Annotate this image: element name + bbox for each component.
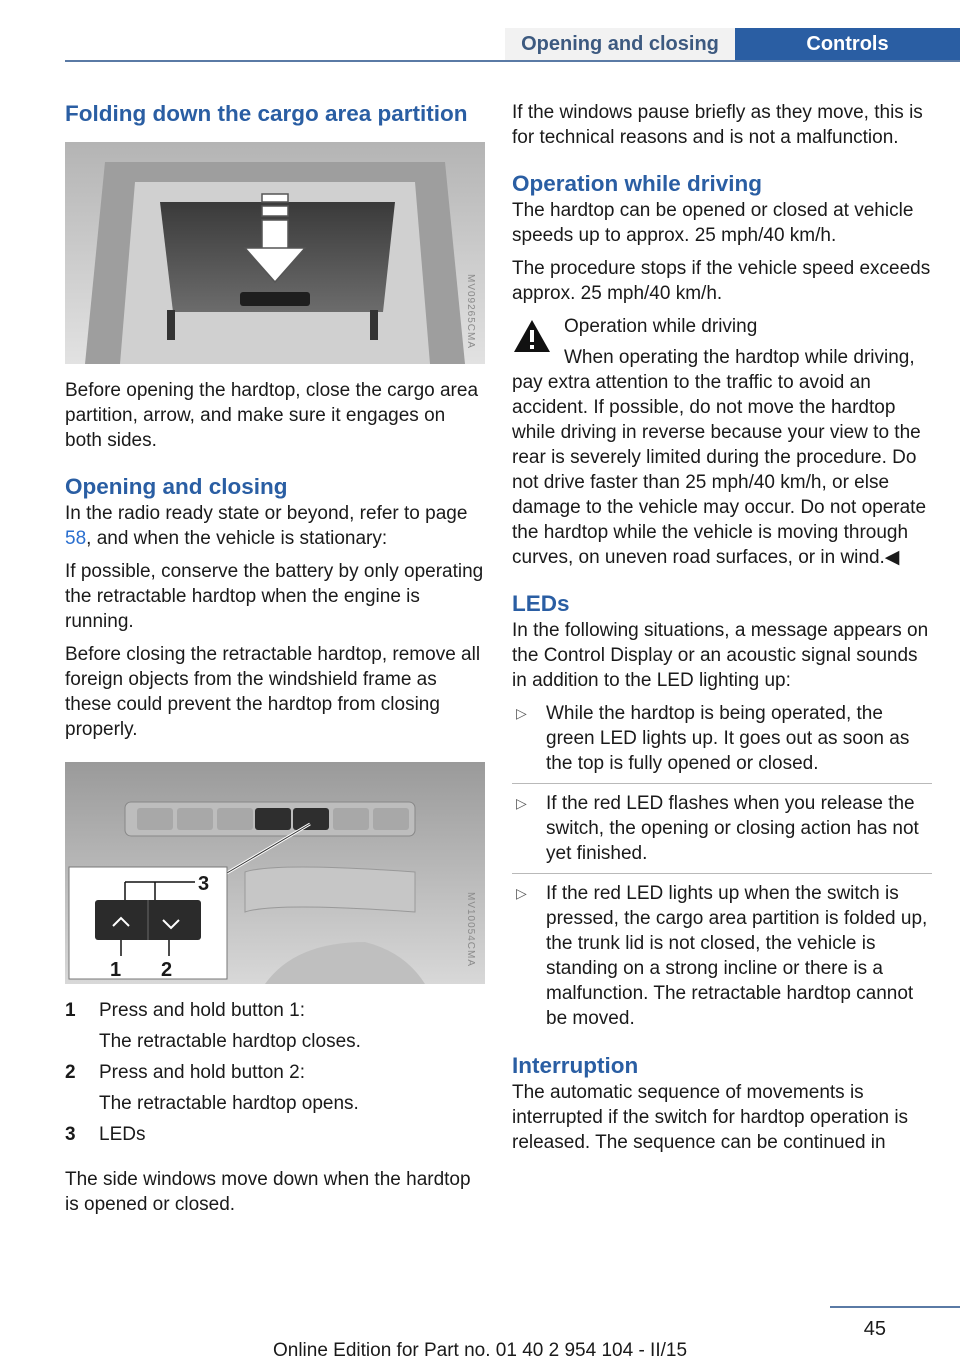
page-header	[0, 0, 960, 62]
heading-interruption: Interruption	[512, 1053, 639, 1078]
figure-cargo-partition	[65, 142, 485, 364]
paragraph: In the following situations, a message appears on the Control Display or an acoustic signal sounds in addition to the LED lighting up:	[512, 620, 929, 691]
figure-code: MV09265CMA	[465, 274, 476, 350]
list-text	[99, 998, 485, 1054]
list-text: LEDs	[99, 1124, 146, 1145]
list-item	[65, 1122, 485, 1147]
warning-block	[512, 314, 932, 570]
page-number: 45	[863, 1318, 886, 1340]
heading-operation-driving: Operation while driving	[512, 171, 763, 196]
numbered-list	[65, 998, 485, 1147]
list-text: If the red LED flashes when you release the switch, the opening or closing action has not yet finished.	[546, 793, 919, 864]
list-item	[65, 1060, 485, 1116]
heading-cargo-partition: Folding down the cargo area partition	[65, 101, 468, 126]
paragraph: The hardtop can be opened or closed at vehicle speeds up to approx. 25 mph/40 km/h.	[512, 200, 914, 246]
heading-opening-closing: Opening and closing	[65, 474, 288, 499]
text-span: In the radio ready state or beyond, refer to page	[65, 503, 468, 524]
paragraph	[65, 501, 485, 551]
list-item	[65, 998, 485, 1054]
list-number: 2	[65, 1062, 76, 1083]
callout-1: 1	[110, 959, 122, 981]
list-item	[512, 881, 932, 1038]
paragraph: Before closing the retractable hardtop, remove all foreign objects from the windshield frame as these could prevent the hardtop from closing properly.	[65, 644, 481, 740]
list-text: While the hardtop is being operated, the green LED lights up. It goes out as soon as the top is fully opened or closed.	[546, 703, 910, 774]
list-text: If the red LED lights up when the switch is pressed, the cargo area partition is folded up, the trunk lid is not closed, the vehicle is standing on a strong incline or there is a malfunction. The retractable hardtop cannot be moved.	[546, 883, 928, 1029]
paragraph: If the windows pause briefly as they move, this is for technical reasons and is not a malfunction.	[512, 102, 923, 148]
triangle-bullet-icon: ▷	[516, 795, 527, 811]
list-line: Press and hold button 2:	[99, 1062, 305, 1083]
figure-switch-panel	[65, 762, 485, 984]
triangle-bullet-icon: ▷	[516, 705, 527, 721]
list-text	[99, 1060, 485, 1116]
list-line: The retractable hardtop opens.	[99, 1093, 359, 1114]
paragraph: The procedure stops if the vehicle speed exceeds approx. 25 mph/40 km/h.	[512, 258, 931, 304]
header-rule	[65, 60, 960, 62]
heading-leds: LEDs	[512, 591, 570, 616]
callout-3: 3	[198, 873, 210, 895]
figure-code: MV10054CMA	[465, 892, 476, 968]
list-item	[512, 701, 932, 784]
edition-note: Online Edition for Part no. 01 40 2 954 104 - II/15	[272, 1340, 688, 1361]
section-tab: Opening and closing	[505, 28, 735, 60]
footer-rule	[830, 1306, 960, 1308]
list-number: 3	[65, 1124, 76, 1145]
warning-triangle-icon	[512, 318, 552, 354]
left-column	[65, 100, 485, 1217]
callout-2: 2	[161, 959, 173, 981]
triangle-bullet-icon: ▷	[516, 885, 527, 901]
cargo-partition-illustration	[65, 142, 485, 364]
list-line: The retractable hardtop closes.	[99, 1031, 361, 1052]
warning-text: When operating the hardtop while driving, pay extra attention to the traffic to avoid an accident. If possible, do not move the hardtop while driving in reverse because your view to the rear is severely limited during the procedure. Do not drive faster than 25 mph/40 km/h, or else damage to the vehicle may occur. Do not operate the hardtop while the vehicle is moving through curves, on uneven road surfaces, or in wind.◀	[512, 347, 927, 568]
chapter-tab: Controls	[735, 28, 960, 60]
paragraph: If possible, conserve the battery by only operating the retractable hardtop when the engine is running.	[65, 561, 484, 632]
list-item	[512, 791, 932, 874]
bullet-list	[512, 701, 932, 1038]
paragraph: The automatic sequence of movements is interrupted if the switch for hardtop operation is released. The sequence can be continued in	[512, 1082, 909, 1153]
paragraph: Before opening the hardtop, close the cargo area partition, arrow, and make sure it engages on both sides.	[65, 380, 479, 451]
right-column	[512, 100, 932, 1155]
text-span: , and when the vehicle is stationary:	[86, 528, 388, 549]
list-line: Press and hold button 1:	[99, 1000, 305, 1021]
page-link[interactable]: 58	[65, 528, 87, 549]
list-number: 1	[65, 1000, 76, 1021]
warning-title: Operation while driving	[564, 316, 758, 337]
switch-panel-illustration	[65, 762, 485, 984]
paragraph: The side windows move down when the hardtop is opened or closed.	[65, 1169, 471, 1215]
